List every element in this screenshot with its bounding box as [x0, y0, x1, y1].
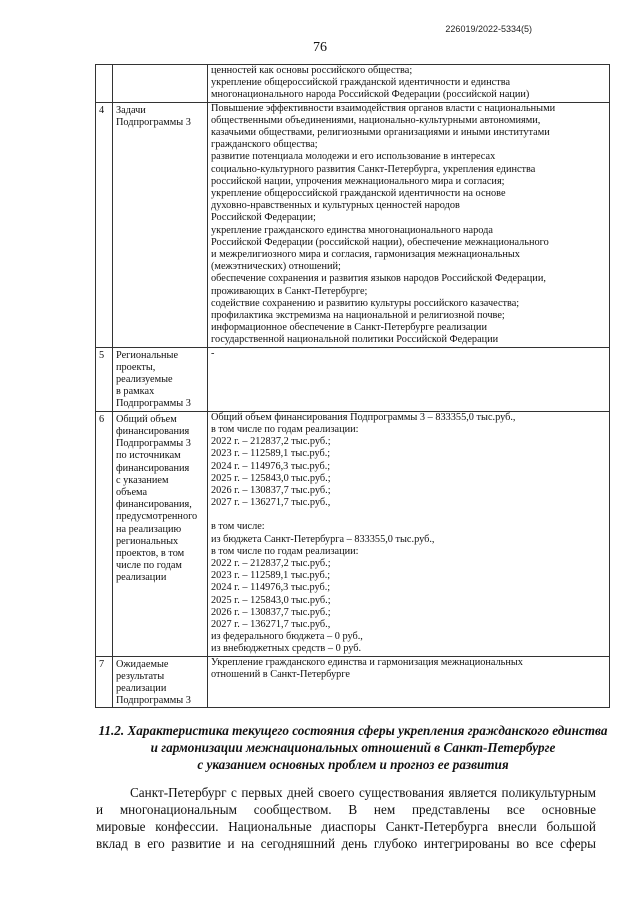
row-label-cell: [113, 411, 208, 656]
text-line: -: [211, 347, 215, 359]
funding-year-line: 2022 г. – 212837,2 тыс.руб.;: [211, 436, 331, 448]
label-line: на реализацию: [116, 523, 182, 535]
text-line: из федерального бюджета – 0 руб.,: [211, 631, 363, 643]
text-line: и межрелигиозного мира и согласия, гармонизация межнациональных: [211, 249, 520, 261]
paragraph-line: и многонациональным сообществом. В нем представлены все основные: [96, 802, 596, 817]
label-line: в рамках: [116, 386, 155, 398]
row-number-cell: 5: [96, 347, 113, 411]
text-line: проживающих в Санкт-Петербурге;: [211, 285, 368, 297]
text-line: из бюджета Санкт-Петербурга – 833355,0 тыс.руб.,: [211, 533, 435, 545]
heading-line: 11.2. Характеристика текущего состояния сферы укрепления гражданского единства: [98, 723, 608, 738]
funding-year-line: 2026 г. – 130837,7 тыс.руб.;: [211, 484, 331, 496]
row-number-cell: 6: [96, 411, 113, 656]
text-line: духовно-нравственных и культурных ценностей народов: [211, 200, 460, 212]
label-line: предусмотренного: [116, 511, 198, 523]
section-heading: [96, 722, 610, 773]
text-line: укрепление гражданского единства многонационального народа: [211, 224, 493, 236]
text-line: общественными объединениями, национально-культурными автономиями,: [211, 114, 541, 126]
row-content-cell: [208, 411, 610, 656]
text-line: Повышение эффективности взаимодействия органов власти с национальными: [211, 102, 556, 114]
row-label-cell: [113, 65, 208, 103]
row-content-cell: [208, 65, 610, 103]
text-line: информационное обеспечение в Санкт-Петербурге реализации: [211, 322, 487, 334]
text-line: социально-культурного развития Санкт-Петербурга, укрепления единства: [211, 163, 536, 175]
label-line: проекты,: [116, 361, 156, 373]
text-line: гражданского общества;: [211, 139, 318, 151]
text-line: в том числе:: [211, 521, 265, 533]
paragraph-line: вклад в его развитие и на сегодняшний день глубоко интегрированы во все сферы: [96, 836, 596, 851]
label-line: реализации: [116, 572, 167, 584]
row-label-cell: [113, 656, 208, 708]
text-line: Укрепление гражданского единства и гармонизация межнациональных: [211, 656, 523, 668]
text-line: казачьими обществами, религиозными организациями и иными институтами: [211, 127, 550, 139]
text-line: ценностей как основы российского общества;: [211, 65, 413, 76]
row-number-cell: 4: [96, 102, 113, 347]
heading-line: с указанием основных проблем и прогноз ее развития: [197, 757, 509, 772]
funding-year-line: 2025 г. – 125843,0 тыс.руб.;: [211, 472, 331, 484]
table-row: [96, 411, 610, 656]
table-row: [96, 102, 610, 347]
table-row: [96, 65, 610, 103]
label-line: объема: [116, 486, 148, 498]
row-label-cell: [113, 102, 208, 347]
label-line: реализуемые: [116, 374, 173, 386]
row-content-cell: [208, 102, 610, 347]
heading-line: и гармонизации межнациональных отношений в Санкт-Петербурге: [150, 740, 556, 755]
paragraph-line: Санкт-Петербург с первых дней своего существования является поликультурным: [130, 785, 596, 800]
table-row: [96, 656, 610, 708]
text-line: из внебюджетных средств – 0 руб.: [211, 643, 362, 655]
label-line: Региональные: [116, 349, 179, 361]
label-line: финансирования: [116, 425, 190, 437]
funding-year-line: 2023 г. – 112589,1 тыс.руб.;: [211, 448, 331, 460]
funding-year-line: 2027 г. – 136271,7 тыс.руб.,: [211, 497, 331, 509]
text-line: (межэтнических) отношений;: [211, 261, 341, 273]
text-line: Российской Федерации (российской нации), обеспечение межнационального: [211, 236, 549, 248]
label-line: Подпрограммы 3: [116, 398, 191, 410]
label-line: проектов, в том: [116, 547, 185, 559]
label-line: Подпрограммы 3: [116, 438, 191, 450]
funding-year-line: 2025 г. – 125843,0 тыс.руб.;: [211, 594, 331, 606]
text-line: государственной национальной политики Российской Федерации: [211, 334, 499, 346]
label-line: числе по годам: [116, 560, 182, 572]
row-label-cell: [113, 347, 208, 411]
label-line: Ожидаемые: [116, 658, 169, 670]
text-line: укрепление общероссийской гражданской идентичности и единства: [211, 77, 511, 89]
text-line: многонационального народа Российской Федерации (российской нации): [211, 89, 530, 101]
subprogram-passport-table: [95, 64, 610, 708]
label-line: региональных: [116, 535, 179, 547]
label-line: Подпрограммы 3: [116, 695, 191, 707]
body-paragraph: [96, 784, 596, 852]
row-content-cell: [208, 347, 610, 411]
spacer: [211, 509, 606, 521]
row-content-cell: [208, 656, 610, 708]
text-line: в том числе по годам реализации:: [211, 545, 359, 557]
label-line: Задачи: [116, 104, 146, 116]
text-line: обеспечение сохранения и развития языков народов Российской Федерации,: [211, 273, 546, 285]
funding-year-line: 2027 г. – 136271,7 тыс.руб.,: [211, 618, 331, 630]
text-line: укрепление общероссийской гражданской идентичности на основе: [211, 188, 506, 200]
row-number-cell: [96, 65, 113, 103]
label-line: финансирования: [116, 462, 190, 474]
table-row: [96, 347, 610, 411]
row-number-cell: 7: [96, 656, 113, 708]
funding-year-line: 2022 г. – 212837,2 тыс.руб.;: [211, 557, 331, 569]
label-line: результаты: [116, 670, 165, 682]
text-line: содействие сохранению и развитию культуры российского казачества;: [211, 297, 520, 309]
text-line: Российской Федерации;: [211, 212, 316, 224]
document-number: 226019/2022-5334(5): [445, 24, 532, 34]
funding-year-line: 2026 г. – 130837,7 тыс.руб.;: [211, 606, 331, 618]
text-line: отношений в Санкт-Петербурге: [211, 668, 350, 680]
funding-year-line: 2023 г. – 112589,1 тыс.руб.;: [211, 570, 331, 582]
text-line: российской нации, упрочения межнационального мира и согласия;: [211, 175, 505, 187]
funding-year-line: 2024 г. – 114976,3 тыс.руб.;: [211, 582, 331, 594]
text-line: развитие потенциала молодежи и его использование в интересах: [211, 151, 496, 163]
funding-year-line: 2024 г. – 114976,3 тыс.руб.;: [211, 460, 331, 472]
page-number: 76: [313, 40, 327, 55]
paragraph-line: мировые конфессии. Национальные диаспоры Санкт-Петербурга внесли большой: [96, 819, 596, 834]
label-line: финансирования,: [116, 499, 192, 511]
label-line: Подпрограммы 3: [116, 116, 191, 128]
label-line: Общий объем: [116, 413, 177, 425]
label-line: с указанием: [116, 474, 169, 486]
label-line: реализации: [116, 682, 167, 694]
text-line: профилактика экстремизма на национальной и религиозной почве;: [211, 310, 505, 322]
text-line: в том числе по годам реализации:: [211, 423, 359, 435]
label-line: по источникам: [116, 450, 181, 462]
text-line: Общий объем финансирования Подпрограммы 3 – 833355,0 тыс.руб.,: [211, 411, 516, 423]
